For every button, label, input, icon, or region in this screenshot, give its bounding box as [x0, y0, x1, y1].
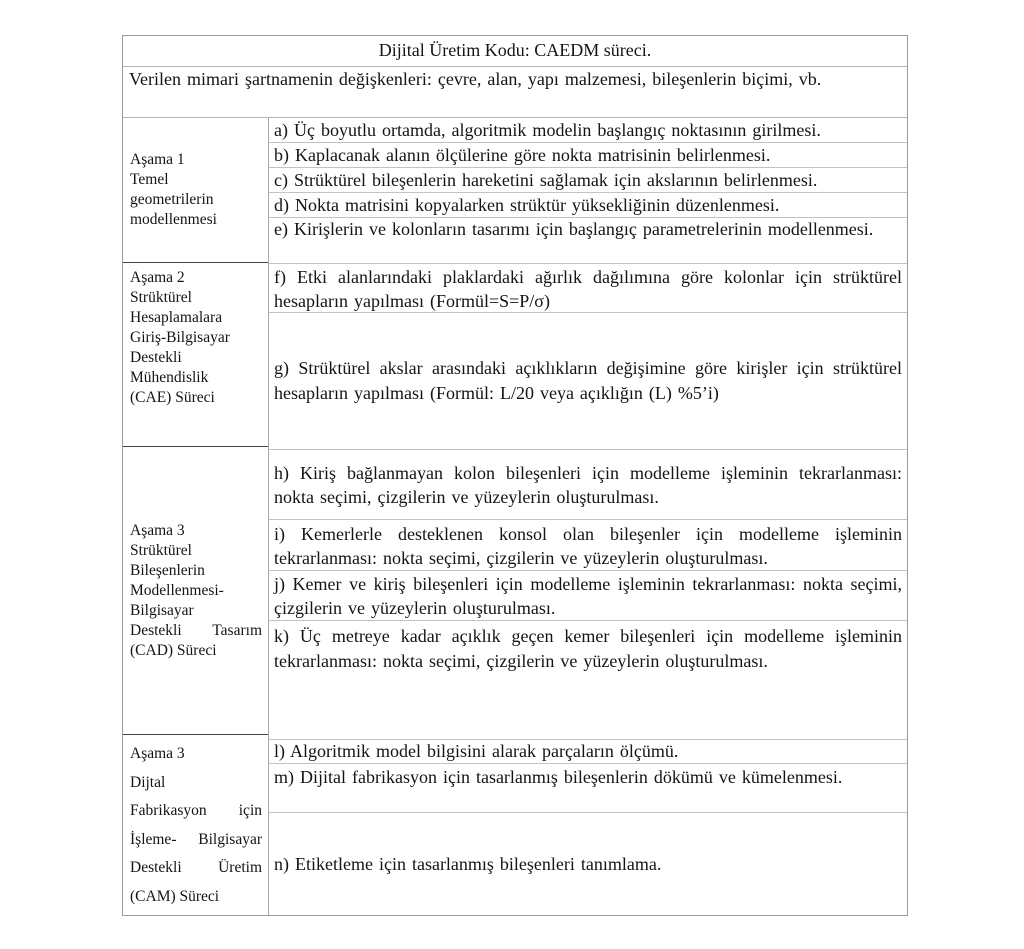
stage-line: Aşama 3	[130, 521, 185, 539]
step-cell-a: a) Üç boyutlu ortamda, algoritmik modelin başlangıç noktasının girilmesi.	[274, 120, 821, 140]
stage-line: (CAM) Süreci	[130, 887, 220, 905]
step-text: g) Strüktürel akslar arasındaki açıklıkların değişimine göre kirişler için strüktürel hesapların yapılması (Formül: L/20 veya açıklığın (L) %5’i)	[274, 358, 902, 403]
stage-line: Hesaplamalara	[130, 308, 223, 326]
step-cell-j: j) Kemer ve kiriş bileşenleri için modelleme işleminin tekrarlanması: nokta seçimi, çizgilerin ve yüzeylerin oluşturulması.	[269, 570, 907, 620]
stage-line: (CAE) Süreci	[130, 388, 215, 406]
stage-line: Fabrikasyon için	[130, 802, 262, 819]
step-cell-n	[269, 812, 907, 915]
stage-line: Mühendislik	[130, 368, 209, 386]
step-cell-g	[269, 312, 907, 449]
step-cell-h	[269, 449, 907, 519]
stage-column	[123, 118, 268, 915]
step-cell-e: e) Kirişlerin ve kolonların tasarımı için başlangıç parametrelerinin modellenmesi.	[269, 217, 907, 263]
step-cell-l: l) Algoritmik model bilgisini alarak parçaların ölçümü.	[269, 739, 907, 763]
stage-line: Destekli Üretim	[130, 859, 262, 876]
table-title: Dijital Üretim Kodu: CAEDM süreci.	[123, 36, 907, 67]
stage-line: Bilgisayar	[130, 601, 194, 619]
step-text: h) Kiriş bağlanmayan kolon bileşenleri için modelleme işleminin tekrarlanması: nokta seçimi, çizgilerin ve yüzeylerin oluşturulması.	[274, 462, 902, 507]
stage-line: Strüktürel	[130, 288, 192, 306]
stage-line: Aşama 2	[130, 268, 185, 286]
step-cell-k: k) Üç metreye kadar açıklık geçen kemer bileşenleri için modelleme işleminin tekrarlanması: nokta seçimi, çizgilerin ve yüzeylerin oluşturulması.	[269, 620, 907, 739]
stage-line: Dijtal	[130, 773, 166, 791]
stage-line: Strüktürel	[130, 541, 192, 559]
stage-cell-asama3-cam	[123, 734, 268, 915]
step-cell-c: c) Strüktürel bileşenlerin hareketini sağlamak için akslarının belirlenmesi.	[269, 167, 907, 192]
step-cell-b: b) Kaplacanak alanın ölçülerine göre nokta matrisinin belirlenmesi.	[269, 142, 907, 167]
stage-line: Temel	[130, 170, 169, 188]
stage-cell-asama2-cae	[123, 262, 268, 447]
spec-text: Verilen mimari şartnamenin değişkenleri: çevre, alan, yapı malzemesi, bileşenlerin biçimi, vb.	[123, 67, 907, 118]
steps-column	[268, 118, 907, 915]
stage-line: Modellenmesi-	[130, 581, 224, 599]
stage-line: Destekli Tasarım	[130, 621, 262, 639]
stage-line: Giriş-Bilgisayar	[130, 328, 230, 346]
step-cell-f: f) Etki alanlarındaki plaklardaki ağırlık dağılımına göre kolonlar için strüktürel hesapların yapılması (Formül=S=P/σ)	[269, 263, 907, 312]
stage-line: Aşama 3	[130, 745, 185, 762]
stage-line: (CAD) Süreci	[130, 641, 217, 659]
stage-cell-asama1-geometri	[123, 118, 268, 262]
caedm-process-table	[122, 35, 908, 916]
step-cell-i: i) Kemerlerle desteklenen konsol olan bileşenler için modelleme işleminin tekrarlanması: nokta seçimi, çizgilerin ve yüzeylerin oluşturulması.	[269, 519, 907, 570]
step-cell-m: m) Dijital fabrikasyon için tasarlanmış bileşenlerin dökümü ve kümelenmesi.	[269, 763, 907, 812]
stage-line: Bileşenlerin	[130, 561, 205, 579]
stage-cell-asama3-cad	[123, 446, 268, 734]
stage-line: modellenmesi	[130, 210, 217, 228]
stage-line: Destekli	[130, 348, 182, 366]
stage-line: Aşama 1	[130, 150, 185, 168]
table-body	[123, 118, 907, 915]
stage-line: geometrilerin	[130, 190, 214, 208]
step-text: n) Etiketleme için tasarlanmış bileşenleri tanımlama.	[274, 854, 662, 874]
step-cell-d: d) Nokta matrisini kopyalarken strüktür yüksekliğinin düzenlenmesi.	[269, 192, 907, 217]
stage-line: İşleme- Bilgisayar	[130, 830, 262, 848]
